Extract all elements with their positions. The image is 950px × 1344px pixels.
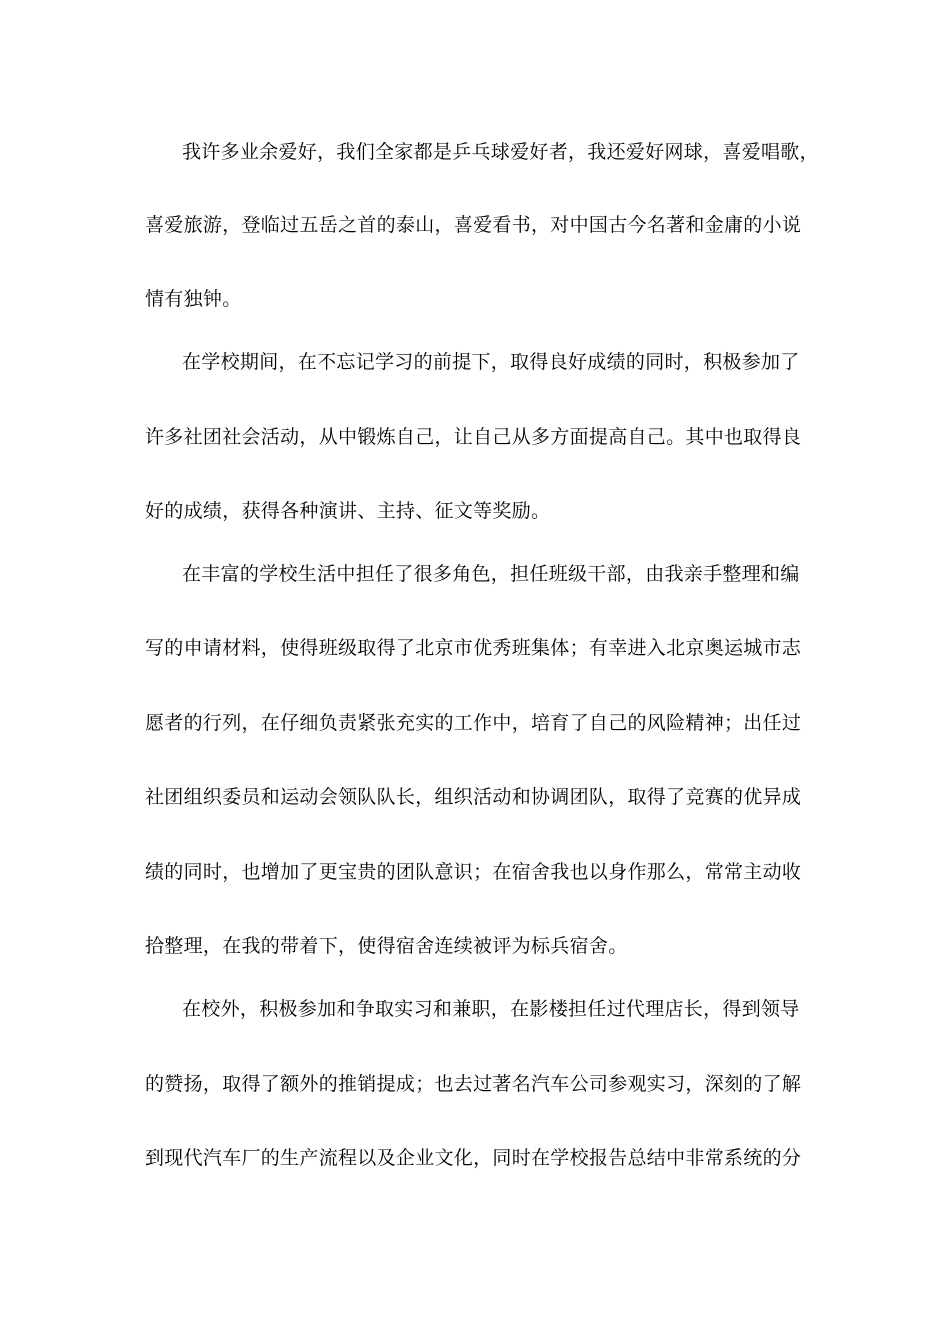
text-line: 写的申请材料，使得班级取得了北京市优秀班集体；有幸进入北京奥运城市志 xyxy=(145,637,802,659)
text-line: 社团组织委员和运动会领队队长，组织活动和协调团队，取得了竞赛的优异成 xyxy=(145,786,802,808)
text-line: 我许多业余爱好，我们全家都是乒乓球爱好者，我还爱好网球，喜爱唱歌， xyxy=(182,141,819,163)
text-line: 许多社团社会活动，从中锻炼自己，让自己从多方面提高自己。其中也取得良 xyxy=(145,426,802,448)
text-line: 在学校期间，在不忘记学习的前提下，取得良好成绩的同时，积极参加了 xyxy=(182,351,800,373)
text-line: 喜爱旅游，登临过五岳之首的泰山，喜爱看书，对中国古今名著和金庸的小说 xyxy=(145,214,802,236)
text-line: 拾整理，在我的带着下，使得宿舍连续被评为标兵宿舍。 xyxy=(145,935,628,957)
text-line: 情有独钟。 xyxy=(145,288,242,310)
text-line: 的赞扬，取得了额外的推销提成；也去过著名汽车公司参观实习，深刻的了解 xyxy=(145,1073,802,1095)
text-line: 好的成绩，获得各种演讲、主持、征文等奖励。 xyxy=(145,500,551,522)
text-line: 愿者的行列，在仔细负责紧张充实的工作中，培育了自己的风险精神；出任过 xyxy=(145,712,802,734)
text-line: 在丰富的学校生活中担任了很多角色，担任班级干部，由我亲手整理和编 xyxy=(182,563,800,585)
text-line: 在校外，积极参加和争取实习和兼职，在影楼担任过代理店长，得到领导 xyxy=(182,998,800,1020)
text-line: 到现代汽车厂的生产流程以及企业文化，同时在学校报告总结中非常系统的分 xyxy=(145,1147,802,1169)
text-line: 绩的同时，也增加了更宝贵的团队意识；在宿舍我也以身作那么，常常主动收 xyxy=(145,861,802,883)
